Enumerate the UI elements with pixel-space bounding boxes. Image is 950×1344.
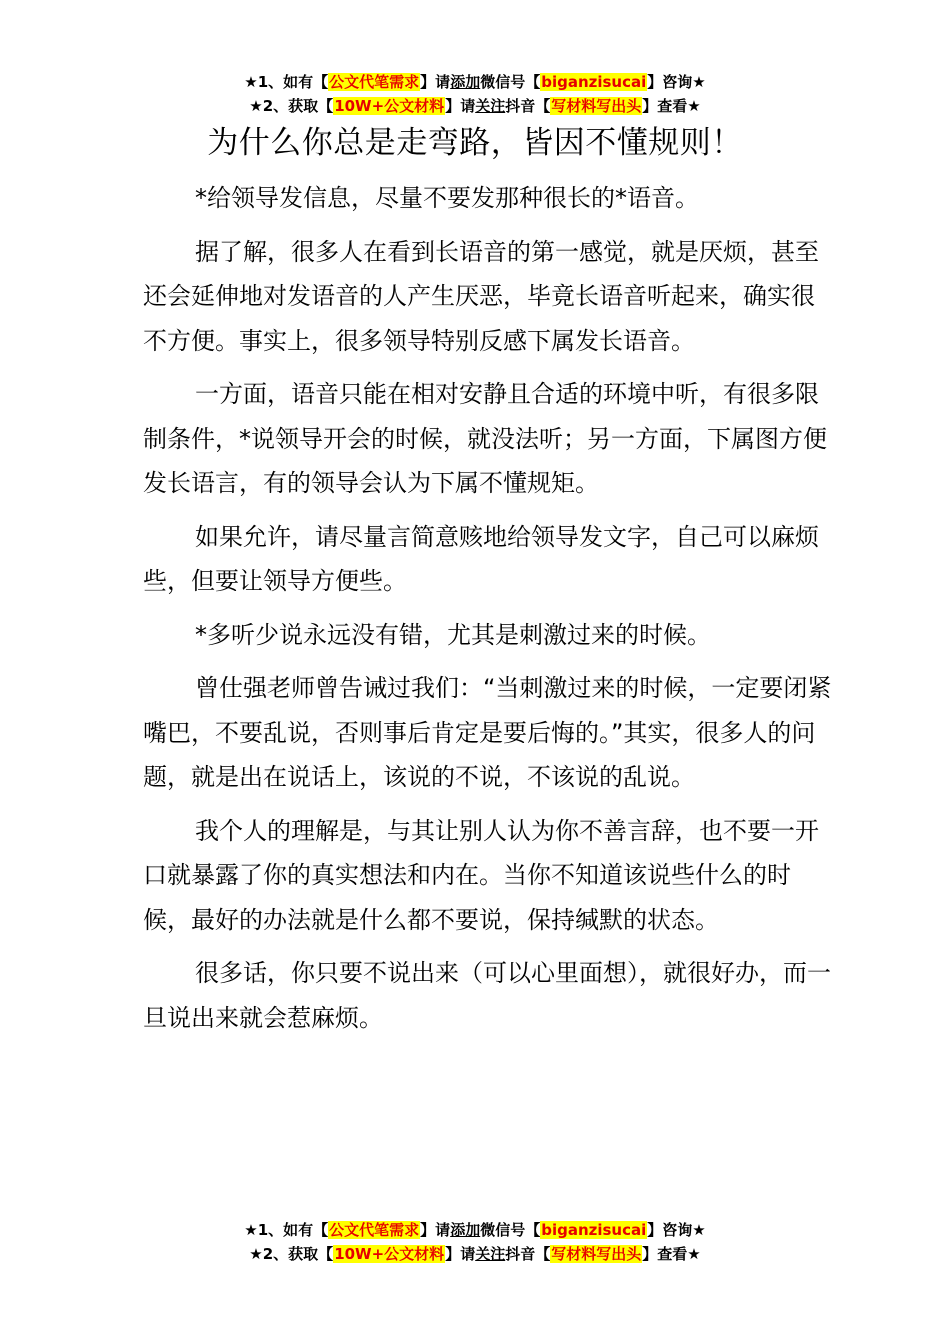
banner-text: 】咨询★	[647, 73, 706, 91]
banner-text: 微信号【	[480, 73, 541, 91]
banner-highlight: 10W+公文材料	[334, 1245, 445, 1263]
banner-text: 抖音【	[505, 97, 551, 115]
banner-highlight: 公文代笔需求	[329, 73, 420, 91]
banner-text: 1、如有【	[257, 1221, 329, 1239]
paragraph: 如果允许，请尽量言简意赅地给领导发文字，自己可以麻烦些，但要让领导方便些。	[143, 522, 819, 595]
star-icon: ★	[249, 97, 263, 115]
banner-line-2	[0, 94, 950, 118]
banner-text: 】查看★	[642, 1245, 701, 1263]
banner-highlight: 10W+公文材料	[334, 97, 445, 115]
paragraph: 据了解，很多人在看到长语音的第一感觉，就是厌烦，甚至还会延伸地对发语音的人产生厌恶，毕竟长语音听起来，确实很不方便。事实上，很多领导特别反感下属发长语音。	[143, 237, 819, 355]
banner-line-2	[0, 1242, 950, 1266]
banner-line-1	[0, 1218, 950, 1242]
banner-underlined: 关注	[475, 97, 506, 115]
banner-underlined: 添加	[450, 1221, 481, 1239]
banner-underlined: 添加	[450, 73, 481, 91]
article-body	[143, 176, 833, 1049]
star-icon: ★	[244, 1221, 258, 1239]
paragraph: 很多话，你只要不说出来（可以心里面想），就很好办，而一旦说出来就会惹麻烦。	[143, 959, 831, 1032]
douyin-id-highlight: 写材料写出头	[551, 97, 642, 115]
page-title: 为什么你总是走弯路，皆因不懂规则！	[207, 125, 743, 161]
banner-text: 2、获取【	[262, 97, 334, 115]
paragraph: 我个人的理解是，与其让别人认为你不善言辞，也不要一开口就暴露了你的真实想法和内在。当你不知道该说些什么的时候，最好的办法就是什么都不要说，保持缄默的状态。	[143, 816, 819, 934]
banner-text: 】请	[420, 1221, 451, 1239]
banner-text: 2、获取【	[262, 1245, 334, 1263]
header-banner	[0, 70, 950, 118]
douyin-id-highlight: 写材料写出头	[551, 1245, 642, 1263]
paragraph: 一方面，语音只能在相对安静且合适的环境中听，有很多限制条件，*说领导开会的时候，就没法听；另一方面，下属图方便发长语言，有的领导会认为下属不懂规矩。	[143, 380, 827, 497]
footer-banner	[0, 1218, 950, 1266]
paragraph: *给领导发信息，尽量不要发那种很长的*语音。	[195, 184, 699, 212]
banner-text: 1、如有【	[257, 73, 329, 91]
banner-text: 】请	[420, 73, 451, 91]
paragraph: 曾仕强老师曾告诫过我们：“当刺激过来的时候，一定要闭紧嘴巴，不要乱说，否则事后肯定是要后悔的。”其实，很多人的问题，就是出在说话上，该说的不说，不该说的乱说。	[143, 674, 832, 791]
star-icon: ★	[244, 73, 258, 91]
banner-text: 微信号【	[480, 1221, 541, 1239]
banner-line-1	[0, 70, 950, 94]
wechat-id-highlight: biganzisucai	[541, 1221, 647, 1239]
banner-text: 】请	[445, 1245, 476, 1263]
banner-text: 抖音【	[505, 1245, 551, 1263]
paragraph: *多听少说永远没有错，尤其是刺激过来的时候。	[195, 620, 711, 649]
banner-underlined: 关注	[475, 1245, 506, 1263]
banner-text: 】咨询★	[647, 1221, 706, 1239]
banner-text: 】查看★	[642, 97, 701, 115]
banner-highlight: 公文代笔需求	[329, 1221, 420, 1239]
star-icon: ★	[249, 1245, 263, 1263]
wechat-id-highlight: biganzisucai	[541, 73, 647, 91]
banner-text: 】请	[445, 97, 476, 115]
